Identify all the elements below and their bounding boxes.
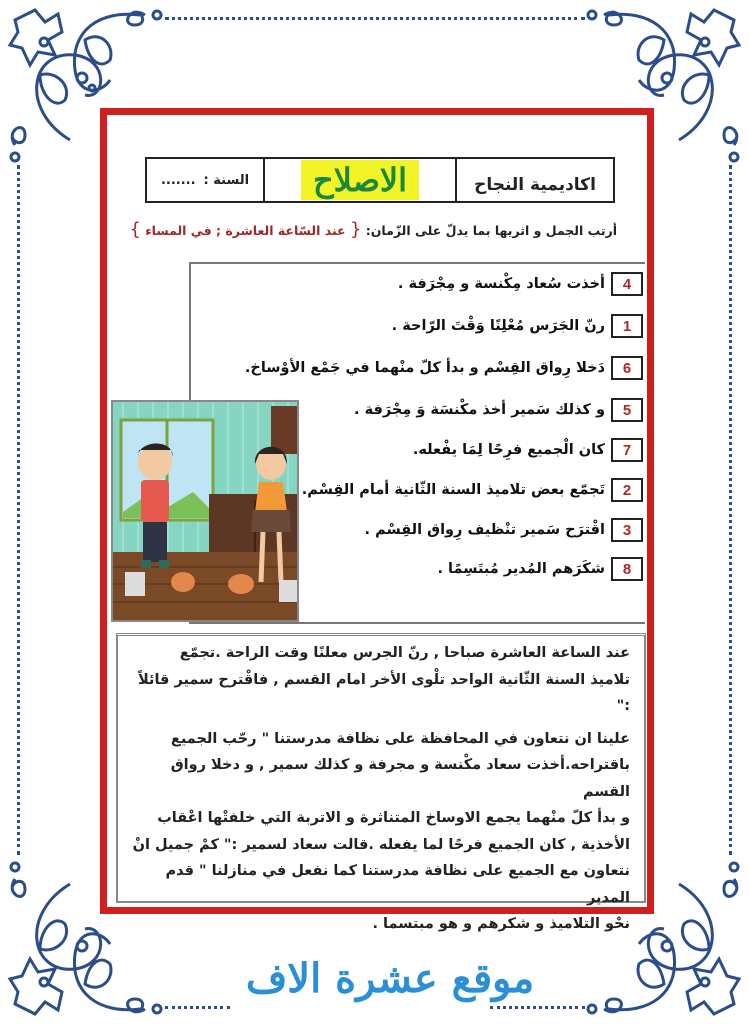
left-dotted-border	[17, 165, 20, 855]
order-number[interactable]: 5	[611, 398, 643, 422]
sentence-row	[398, 272, 643, 296]
story-line: علينا ان نتعاون في المحافظة على نظافة مدرستنا " رحّب الجميع	[170, 730, 630, 747]
brace-close: }	[129, 219, 141, 240]
year-cell	[147, 159, 263, 201]
story-line: الأخذية , كان الجميع فرحًا لما يفعله .قالت سعاد لسمير :" كمْ جميل انْ	[132, 836, 630, 853]
order-number[interactable]: 7	[611, 438, 643, 462]
story-line: تلاميذ السنة الثّانية الواحد تلْوى الأخر امام القسم , فاقْترح سمير قائلاً :"	[138, 671, 630, 714]
right-dotted-border	[729, 165, 732, 855]
sentence-text: كان الْجميع فرِحًا لِمَا يفْعله.	[412, 442, 605, 458]
sentence-row	[245, 356, 643, 380]
sentence-text: شكَرَهم المُدير مُبتَسِمًا .	[437, 561, 605, 577]
story-line: عند الساعة العاشرة صباحا , رنّ الجرس معلنًا وقت الراحة .تجمّع	[179, 645, 630, 661]
year-label: السنة :	[203, 172, 250, 188]
order-number[interactable]: 6	[611, 356, 643, 380]
sentence-text: دَخلا رِواق القِسْم و بدأ كلّ منْهما في جَمْع الأوْساخ.	[244, 360, 605, 376]
sentence-row	[302, 478, 643, 502]
sentence-row	[354, 398, 643, 422]
story-text	[130, 640, 630, 938]
order-number[interactable]: 8	[611, 557, 643, 581]
site-brand: موقع عشرة الاف	[245, 955, 535, 1002]
sentence-row	[437, 557, 643, 581]
worksheet-title: الاصلاح	[301, 160, 419, 200]
academy-name: اكاديمية النجاح	[455, 159, 613, 201]
sentence-text: تَجمّع بعض تلاميذ السنة الثّانية أمام القِسْم.	[301, 482, 605, 498]
order-number[interactable]: 4	[611, 272, 643, 296]
story-line: و بدأ كلّ منْهما يجمع الاوساخ المتناثرة و الاتربة التي خلفتْها اعْقاب	[157, 810, 630, 826]
order-number[interactable]: 2	[611, 478, 643, 502]
sentence-row	[413, 438, 643, 462]
sentence-text: و كذلك سَمير أخذ مكْنسَة وَ مِجْرَفة .	[354, 402, 605, 418]
order-number[interactable]: 3	[611, 518, 643, 542]
instruction-text: أرتب الجمل و اثريها بما يدلّ على الزّمان:	[365, 223, 617, 238]
bottom-dotted-border-left	[165, 1006, 230, 1009]
sentence-text: اقْترَح سَمير تنْظيف رِواق القِسْم .	[364, 522, 605, 538]
bottom-dotted-border-right	[490, 1006, 585, 1009]
title-cell	[263, 159, 455, 201]
sentence-row	[392, 314, 643, 338]
story-box	[116, 633, 646, 932]
worksheet-frame	[100, 108, 654, 932]
header-table	[145, 157, 615, 203]
brace-open: {	[349, 219, 362, 240]
instruction-hint: عند السّاعة العاشرة ; في المساء	[145, 223, 346, 238]
sentence-text: أخذت سُعاد مِكْنسة و مِجْرَفة .	[397, 276, 605, 292]
sentence-text: رنّ الجَرَس مُعْلِنًا وَقْتَ الرّاحة .	[391, 318, 605, 334]
story-line: نحْو التلاميذ و شكرهم و هو مبتسما .	[372, 916, 630, 932]
top-dotted-border	[165, 17, 585, 20]
instruction	[129, 219, 617, 240]
story-line: باقتراحه.أخذت سعاد مكْنسة و مجرفة و كذلك سمير , و دخلا رواق القسم	[170, 757, 630, 800]
sentence-row	[365, 518, 643, 542]
year-value: .......	[160, 172, 196, 188]
order-number[interactable]: 1	[611, 314, 643, 338]
illustration	[111, 400, 299, 622]
story-line: نتعاون مع الجميع على نظافة مدرستنا كما نفعل في منازلنا " قدم المدير	[165, 863, 630, 906]
